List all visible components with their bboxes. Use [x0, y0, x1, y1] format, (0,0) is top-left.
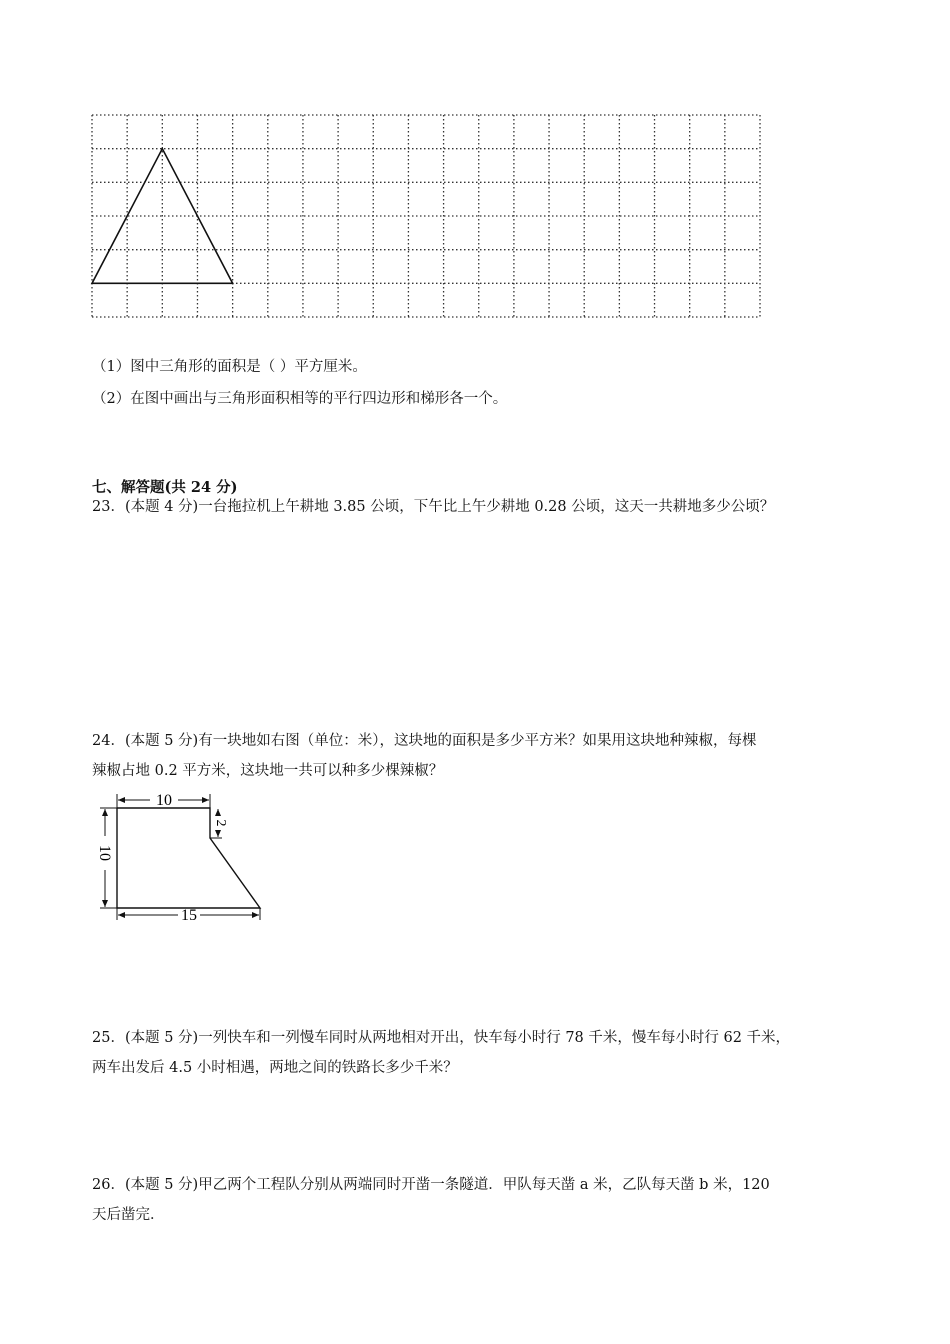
q26-line2: 天后凿完． — [92, 1207, 165, 1223]
top-dimension-label: 10 — [156, 792, 172, 809]
section-heading: 七、解答题(共 24 分) — [92, 479, 238, 496]
bottom-dimension-label: 15 — [181, 907, 197, 924]
q22-part1: （1）图中三角形的面积是（ ）平方厘米。 — [92, 359, 367, 375]
q25-line2: 两车出发后 4.5 小时相遇，两地之间的铁路长多少千米？ — [92, 1060, 458, 1076]
q22-part2: （2）在图中画出与三角形面积相等的平行四边形和梯形各一个。 — [92, 391, 508, 407]
land-outline — [117, 808, 260, 908]
q26-line1: 26．(本题 5 分)甲乙两个工程队分别从两端同时开凿一条隧道．甲队每天凿 a 米，乙队每天凿 b 米，120 — [92, 1177, 770, 1193]
left-dimension-label: 10 — [96, 845, 113, 861]
q24-line1: 24．(本题 5 分)有一块地如右图（单位：米），这块地的面积是多少平方米？如果用这块地种辣椒，每棵 — [92, 733, 757, 749]
q24-line2: 辣椒占地 0.2 平方米，这块地一共可以种多少棵辣椒？ — [92, 763, 444, 779]
q23-text: 23．(本题 4 分)一台拖拉机上午耕地 3.85 公顷，下午比上午少耕地 0.28 公顷，这天一共耕地多少公顷？ — [92, 499, 775, 515]
land-figure — [92, 788, 272, 926]
q25-line1: 25．(本题 5 分)一列快车和一列慢车同时从两地相对开出，快车每小时行 78 千米，慢车每小时行 62 千米， — [92, 1030, 791, 1046]
notch-dimension-label: 2 — [213, 819, 228, 827]
dotted-grid — [92, 115, 760, 317]
grid-figure — [0, 0, 950, 330]
